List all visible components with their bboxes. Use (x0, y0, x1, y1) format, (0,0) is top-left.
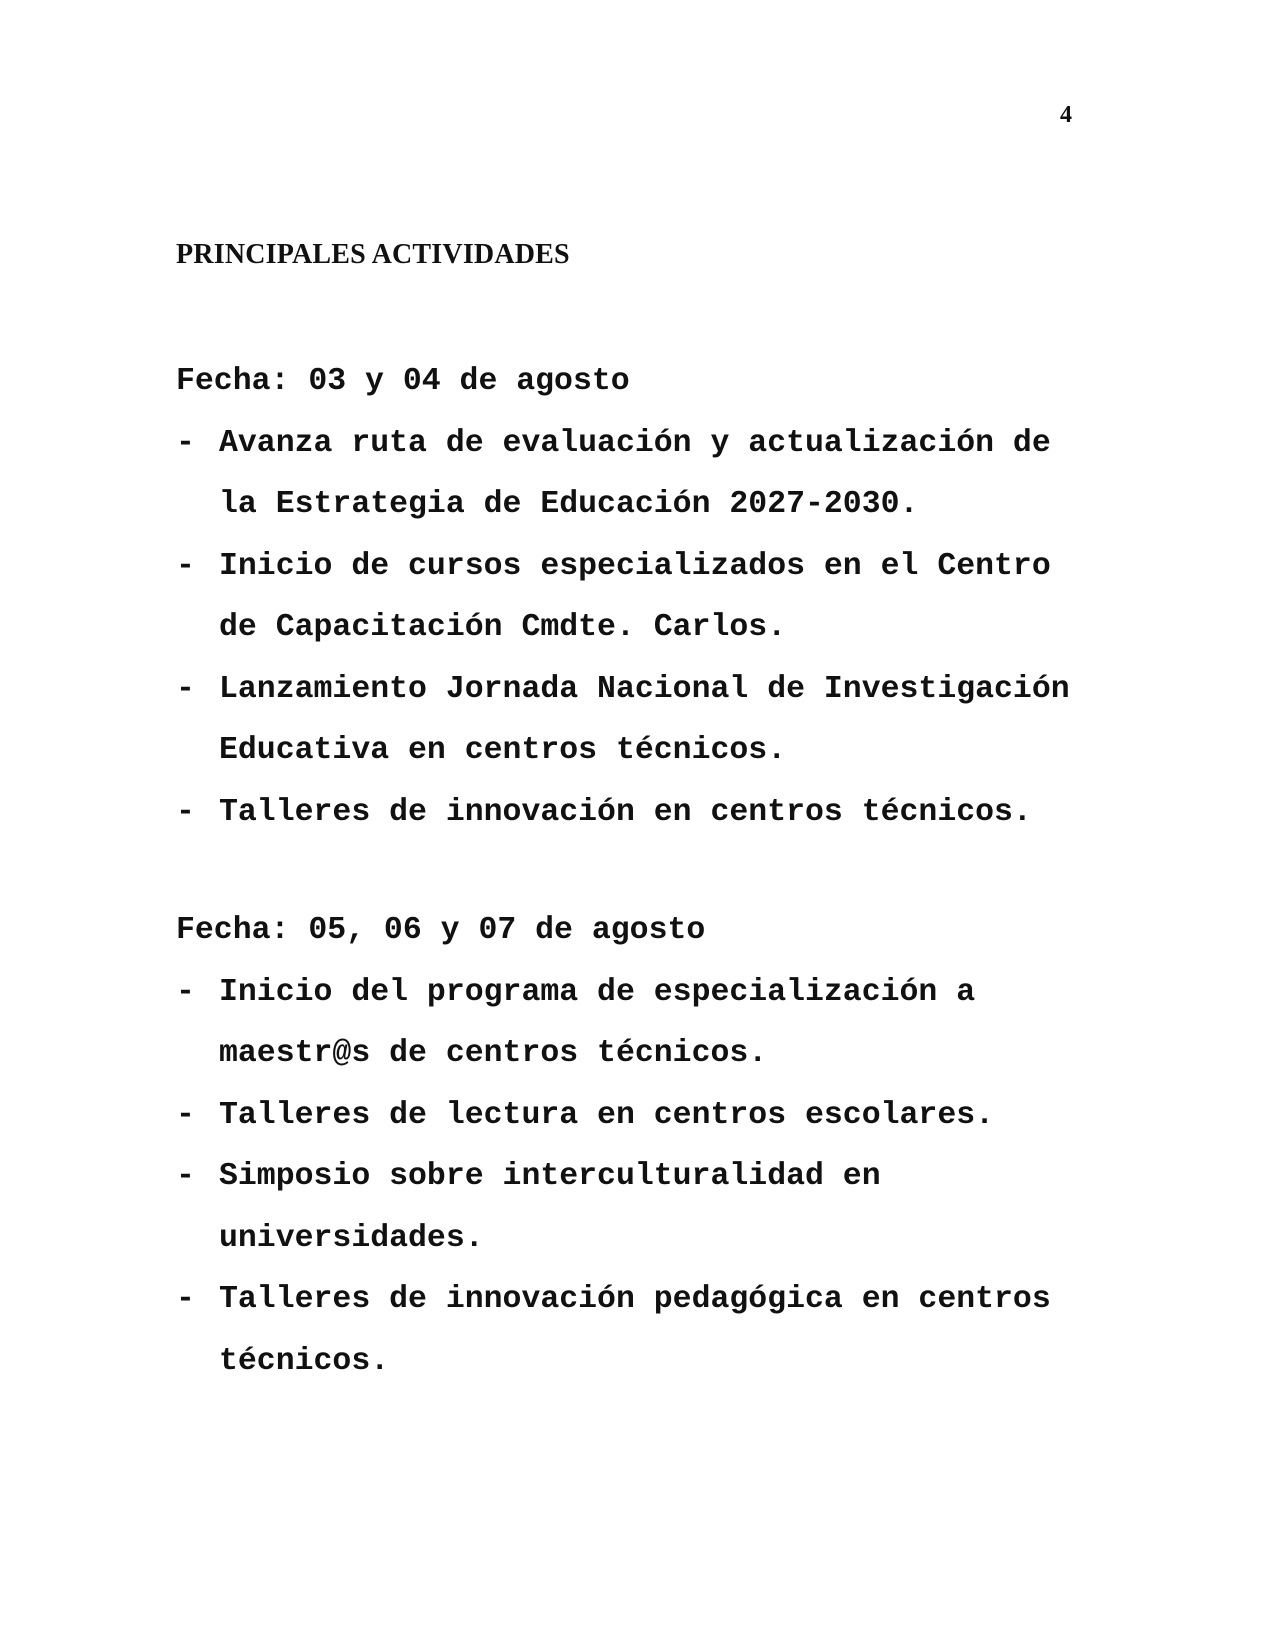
list-item-text: Talleres de innovación pedagógica en centros técnicos. (219, 1282, 1051, 1379)
activity-section-2 (176, 900, 1096, 1392)
list-item-text: Simposio sobre interculturalidad en universidades. (219, 1159, 881, 1256)
list-item-text: Inicio del programa de especialización a maestr@s de centros técnicos. (219, 974, 976, 1071)
bullet-dash: - (176, 1282, 195, 1317)
activity-list (176, 962, 1096, 1393)
list-item-text: Inicio de cursos especializados en el Centro de Capacitación Cmdte. Carlos. (219, 548, 1051, 645)
bullet-dash: - (176, 425, 195, 461)
bullet-dash: - (176, 671, 195, 707)
bullet-dash: - (176, 548, 195, 584)
bullet-dash: - (176, 974, 195, 1010)
activity-section-1 (176, 351, 1096, 843)
bullet-dash: - (176, 1097, 195, 1133)
list-item (176, 962, 1104, 1085)
list-item-text: Talleres de lectura en centros escolares. (219, 1097, 995, 1133)
bullet-dash: - (176, 794, 195, 830)
date-line: Fecha: 03 y 04 de agosto (176, 364, 630, 399)
list-item (176, 536, 1104, 659)
list-item (176, 659, 1104, 782)
date-line: Fecha: 05, 06 y 07 de agosto (176, 913, 706, 948)
list-item (176, 413, 1104, 536)
list-item-text: Lanzamiento Jornada Nacional de Investigación Educativa en centros técnicos. (219, 671, 1070, 768)
activity-list (176, 413, 1096, 844)
list-item-text: Avanza ruta de evaluación y actualización de la Estrategia de Educación 2027-2030. (219, 425, 1051, 522)
list-item (176, 782, 1104, 844)
bullet-dash: - (176, 1159, 195, 1194)
list-item-text: Talleres de innovación en centros técnicos. (219, 794, 1032, 830)
list-item (176, 1269, 1104, 1392)
page-number: 4 (1060, 102, 1072, 128)
list-item (176, 1146, 1104, 1269)
section-heading: PRINCIPALES ACTIVIDADES (176, 239, 570, 270)
list-item (176, 1085, 1104, 1147)
